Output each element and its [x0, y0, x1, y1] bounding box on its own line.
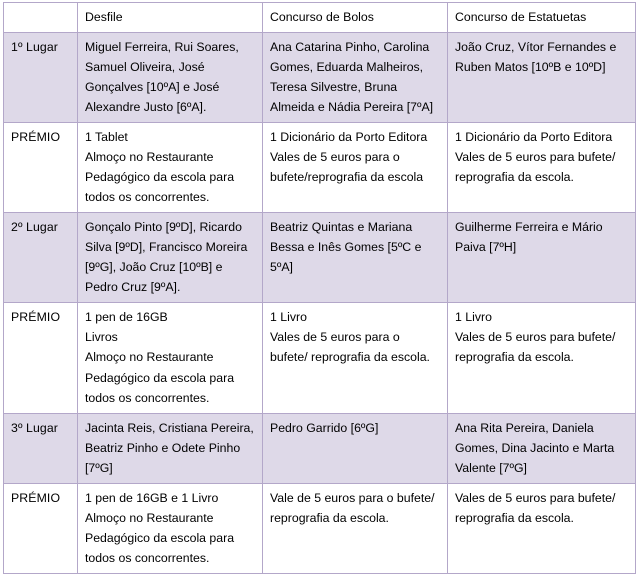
cell-line: Almoço no Restaurante Pedagógico da escola para todos os concorrentes.: [85, 150, 235, 205]
header-cell-concurso-estatuetas: Concurso de Estatuetas: [448, 3, 636, 33]
table-cell: Pedro Garrido [6ºG]: [263, 413, 448, 483]
contest-results-table: [3, 2, 636, 574]
row-label-place: 2º Lugar: [4, 213, 78, 303]
table-cell: Beatriz Quintas e Mariana Bessa e Inês Gomes [5ºC e 5ºA]: [263, 213, 448, 303]
table-cell: [78, 123, 263, 213]
cell-line: 1 Dicionário da Porto Editora: [270, 130, 428, 145]
table-row: [4, 413, 636, 483]
table-cell: [78, 303, 263, 413]
cell-line: Vales de 5 euros para o bufete/reprografia da escola: [270, 150, 424, 185]
cell-line: 1 Tablet: [85, 130, 128, 145]
row-label-prize: PRÉMIO: [4, 123, 78, 213]
cell-line: Vales de 5 euros para o bufete/ reprografia da escola.: [270, 330, 430, 365]
table-cell: Vale de 5 euros para o bufete/ reprografia da escola.: [263, 483, 448, 573]
table-row: [4, 33, 636, 123]
cell-line: 1 Livro: [270, 310, 307, 325]
table-cell: Jacinta Reis, Cristiana Pereira, Beatriz Pinho e Odete Pinho [7ºG]: [78, 413, 263, 483]
table-cell: [78, 483, 263, 573]
table-cell: Miguel Ferreira, Rui Soares, Samuel Oliveira, José Gonçalves [10ºA] e José Alexandre Justo [6ºA].: [78, 33, 263, 123]
row-label-prize: PRÉMIO: [4, 303, 78, 413]
cell-line: 1 Dicionário da Porto Editora: [455, 130, 613, 145]
table-cell: Ana Catarina Pinho, Carolina Gomes, Eduarda Malheiros, Teresa Silvestre, Bruna Almeida e Nádia Pereira [7ºA]: [263, 33, 448, 123]
table-cell: João Cruz, Vítor Fernandes e Ruben Matos [10ºB e 10ºD]: [448, 33, 636, 123]
table-cell: Ana Rita Pereira, Daniela Gomes, Dina Jacinto e Marta Valente [7ºG]: [448, 413, 636, 483]
table-row: [4, 213, 636, 303]
table-cell: [448, 303, 636, 413]
table-row: [4, 483, 636, 573]
cell-line: Vales de 5 euros para bufete/ reprografia da escola.: [455, 150, 616, 185]
table-body: [4, 33, 636, 574]
row-label-place: 3º Lugar: [4, 413, 78, 483]
cell-line: 1 pen de 16GB: [85, 310, 168, 325]
row-label-prize: PRÉMIO: [4, 483, 78, 573]
header-cell-desfile: Desfile: [78, 3, 263, 33]
cell-line: 1 Livro: [455, 310, 492, 325]
cell-line: Vales de 5 euros para bufete/ reprografia da escola.: [455, 330, 616, 365]
table-row: [4, 303, 636, 413]
header-row: [4, 3, 636, 33]
cell-line: Almoço no Restaurante Pedagógico da escola para todos os concorrentes.: [85, 510, 235, 565]
table-cell: [263, 303, 448, 413]
cell-line: Livros: [85, 330, 118, 345]
row-label-place: 1º Lugar: [4, 33, 78, 123]
header-cell-concurso-bolos: Concurso de Bolos: [263, 3, 448, 33]
header-cell-corner: [4, 3, 78, 33]
table-cell: Gonçalo Pinto [9ºD], Ricardo Silva [9ºD], Francisco Moreira [9ºG], João Cruz [10ºB] e Pedro Cruz [9ºA].: [78, 213, 263, 303]
table-cell: Guilherme Ferreira e Mário Paiva [7ºH]: [448, 213, 636, 303]
table-cell: [448, 123, 636, 213]
cell-line: 1 pen de 16GB e 1 Livro: [85, 490, 219, 505]
table-row: [4, 123, 636, 213]
table-cell: Vales de 5 euros para bufete/ reprografia da escola.: [448, 483, 636, 573]
table-header: [4, 3, 636, 33]
cell-line: Almoço no Restaurante Pedagógico da escola para todos os concorrentes.: [85, 350, 235, 405]
table-cell: [263, 123, 448, 213]
